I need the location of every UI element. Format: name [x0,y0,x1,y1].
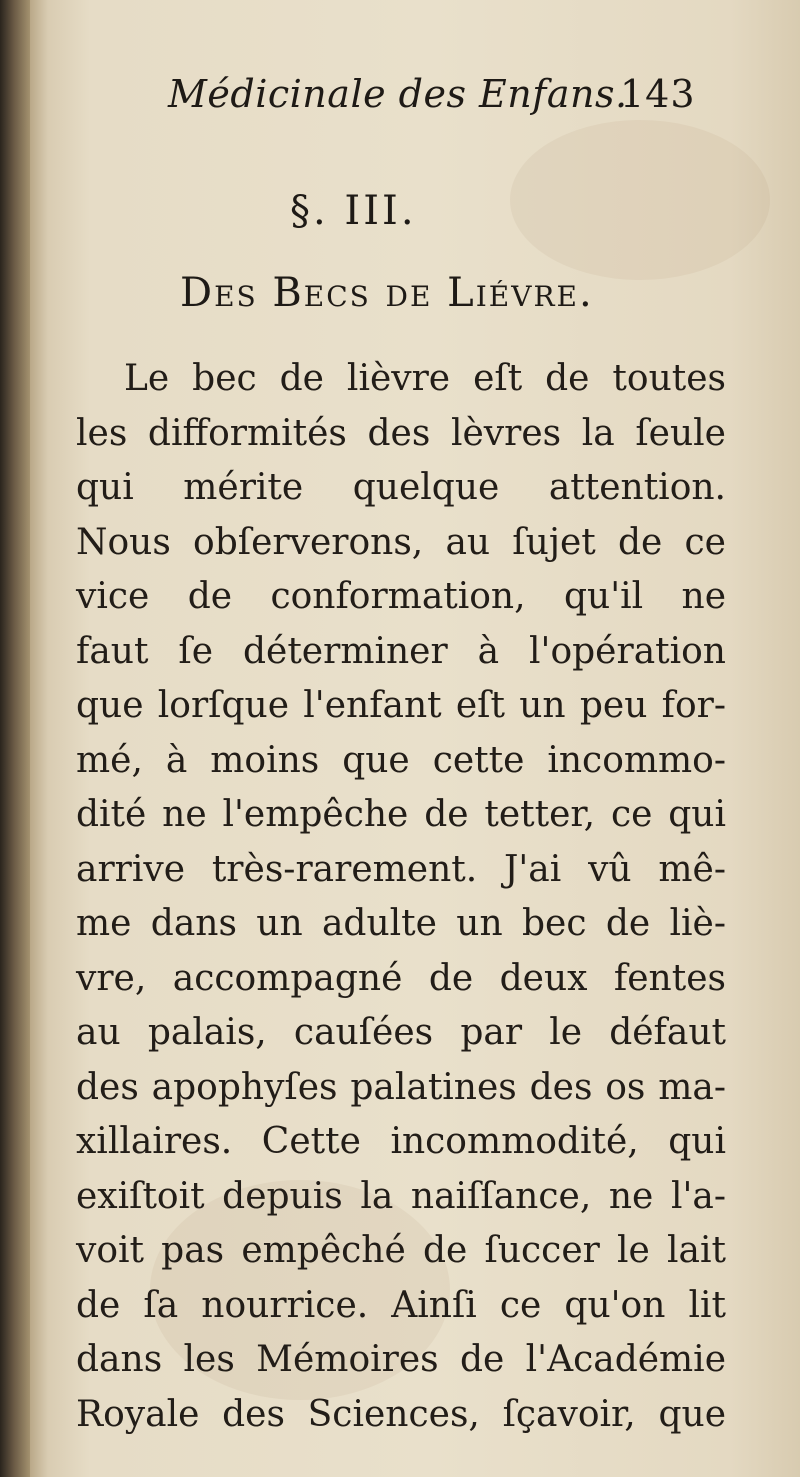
text-line: que lorſque l'enfant eſt un peu for- [76,685,726,726]
text-line: de ſa nourrice. Ainſi ce qu'on lit [76,1284,726,1326]
text-line: voit pas empêché de ſuccer le lait [76,1230,726,1271]
text-line: les difformités des lèvres la ſeule [76,412,726,454]
section-number: §. III. [290,188,417,234]
text-line: des apophyſes palatines des os ma- [76,1066,726,1108]
text-line: exiſtoit depuis la naiſſance, ne l'a- [76,1175,726,1217]
book-gutter [0,0,30,1477]
text-line: Nous obſerverons, au ſujet de ce [76,521,726,563]
text-line: dans les Mémoires de l'Académie [76,1339,726,1380]
running-title: Médicinale des Enfans. [168,72,628,116]
text-line: Royale des Sciences, ſçavoir, que [76,1393,726,1435]
text-line: mé, à moins que cette incommo- [76,739,726,781]
book-page [30,0,800,1477]
text-line: faut ſe déterminer à l'opération [76,630,726,672]
text-line: au palais, cauſées par le défaut [76,1012,726,1053]
page-header [30,70,800,130]
text-line: me dans un adulte un bec de liè- [76,903,726,944]
text-line: vre, accompagné de deux fentes [76,957,726,999]
paper-stain [510,120,770,280]
body-text [76,352,726,1442]
text-line: xillaires. Cette incommodité, qui [76,1121,726,1162]
text-line: Le bec de lièvre eſt de toutes [124,358,726,399]
text-line: vice de conformation, qu'il ne [76,576,726,617]
text-line: arrive très-rarement. J'ai vû mê- [76,848,726,890]
text-line: qui mérite quelque attention. [76,467,726,508]
page-number: 143 [620,72,696,116]
text-line: dité ne l'empêche de tetter, ce qui [76,794,726,835]
section-title: Des Becs de Liévre. [180,270,594,316]
